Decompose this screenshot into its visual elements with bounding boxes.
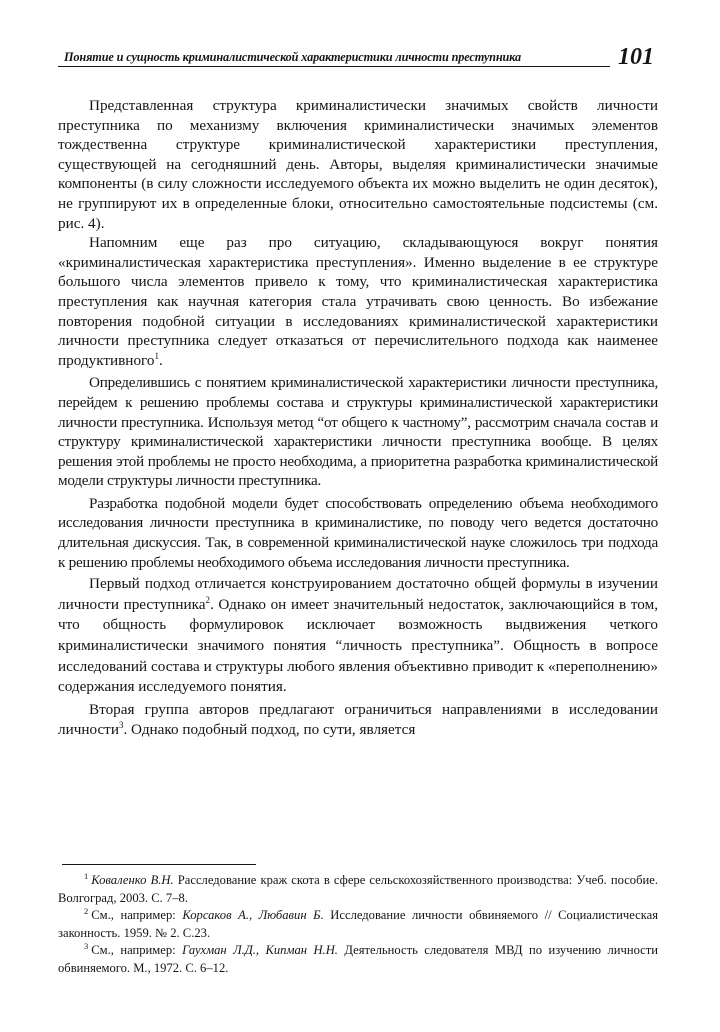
footnote-text: Деятельность следователя МВД по изучению личности обвиняемого. М., 1972. С. 6–12. <box>58 943 659 975</box>
paragraph-text-tail: . <box>158 351 163 369</box>
header-rule <box>58 66 610 67</box>
footnote-mark: 2 <box>84 906 89 916</box>
footnote-author: Корсаков А., Любавин Б. <box>182 908 324 923</box>
footnote-author: Коваленко В.Н. <box>91 873 174 887</box>
page-number: 101 <box>618 44 654 70</box>
paragraph-text: Определившись с понятием криминалистической характеристики личности преступника, перейдем к решению проблемы состава и структуры криминалистической характеристики личности преступника. Используя метод “от общего к частному”, рассмотрим сначала состав и структуру криминалистической характеристики личности преступника вообще. В целях решения этой проблемы не просто необходима, а приоритетна разработка криминалистической модели структуры личности преступника. <box>58 374 658 490</box>
paragraph <box>58 494 658 572</box>
paragraph-text: Представленная структура криминалистически значимых свойств личности преступника по механизму включения криминалистически значимых элементов тождественна структуре криминалистической характеристики преступления, существующей на сегодняшний день. Авторы, выделяя криминалистически значимые компоненты (в силу сложности исследуемого объекта их можно выделить не один десяток), не группируют их в определенные блоки, относительно самостоятельные подсистемы (см. рис. 4). <box>58 97 658 232</box>
paragraph <box>58 574 658 698</box>
footnote-mark: 3 <box>84 941 89 952</box>
footnote-ref: 2 <box>205 594 210 605</box>
footnotes <box>58 872 658 978</box>
paragraph-text: Разработка подобной модели будет способствовать определению объема необходимого исследования личности преступника в криминалистике, по поводу чего ведется достаточно длительная дискуссия. Так, в современной криминалистической науке сложилось три подхода к решению проблемы необходимого объема исследования личности преступника. <box>58 494 658 571</box>
paragraph-text-tail: . Однако он имеет значительный недостаток, заключающийся в том, что общность формулировок исключает возможность выдвижения четкого криминалистически значимого понятия “личность преступника”. Общность в вопросе исследований состава и структуры любого явления объективно приводит к «переполнению» содержания исследуемого понятия. <box>58 595 658 696</box>
paragraph <box>58 233 658 370</box>
footnote-prefix: См., например: <box>91 943 176 958</box>
footnote-ref: 3 <box>118 720 124 731</box>
footnote-text: Исследование личности обвиняемого // Социалистическая законность. 1959. № 2. С.23. <box>58 908 659 940</box>
paragraph-text: Напомним еще раз про ситуацию, складывающуюся вокруг понятия «криминалистическая характеристика преступления». Именно выделение в ее структуре большого числа элементов привело к тому, что криминалистическая характеристика преступления как научная категория стала утрачивать свою ценность. Во избежание повторения подобной ситуации в исследованиях криминалистической характеристики личности преступника следует отказаться от перечислительного подхода как наименее продуктивного <box>58 234 658 369</box>
footnote-mark: 1 <box>84 870 89 881</box>
running-header <box>58 44 658 78</box>
footnote-rule <box>62 864 256 865</box>
footnote-text: Расследование краж скота в сфере сельскохозяйственного производства: Учеб. пособие. Волгоград, 2003. С. 7–8. <box>58 873 658 905</box>
body-text <box>58 96 658 741</box>
footnote-ref: 1 <box>154 350 159 361</box>
footnote-prefix: См., например: <box>91 908 176 923</box>
paragraph <box>58 96 658 233</box>
paragraph-text: Вторая группа авторов предлагают ограничиться направлениями в исследовании личности <box>58 700 658 739</box>
footnote <box>58 872 658 907</box>
paragraph <box>58 373 658 491</box>
paragraph-text-tail: . Однако подобный подход, по сути, является <box>123 721 416 739</box>
footnote-author: Гаухман Л.Д., Кипман Н.Н. <box>182 943 338 958</box>
paragraph <box>58 700 658 741</box>
footnote <box>58 907 658 942</box>
running-header-title: Понятие и сущность криминалистической характеристики личности преступника <box>64 50 521 64</box>
paragraph-text: Первый подход отличается конструированием достаточно общей формулы в изучении личности преступника <box>58 575 658 613</box>
footnote <box>58 942 658 977</box>
